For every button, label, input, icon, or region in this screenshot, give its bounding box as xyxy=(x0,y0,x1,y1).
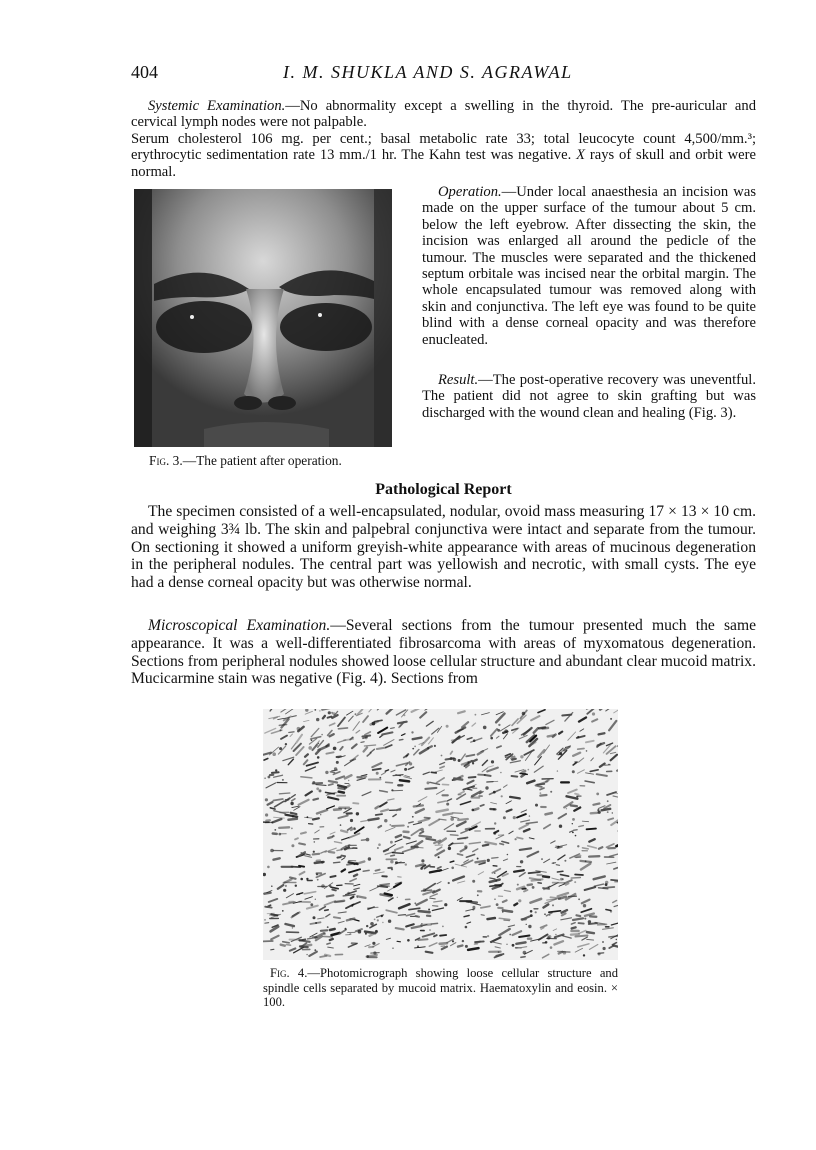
figure-4-caption-text: —Photomicrograph showing loose cellular structure and spindle cells separated by mucoid matrix. Haematoxylin and eosin. × 100. xyxy=(263,966,619,1010)
result-paragraph xyxy=(422,372,756,421)
systemic-examination-paragraph xyxy=(131,98,756,131)
figure-4-caption xyxy=(263,966,618,1010)
running-header xyxy=(131,62,756,88)
photomicrograph-image xyxy=(263,709,618,960)
figure-3-photograph xyxy=(134,189,392,447)
serum-results-paragraph xyxy=(131,131,756,180)
operation-label: Operation. xyxy=(438,184,502,200)
microscopical-examination-paragraph xyxy=(131,617,756,688)
figure-3-caption-label: Fig. 3. xyxy=(149,453,183,468)
pathological-report-heading: Pathological Report xyxy=(375,481,512,498)
microscopical-examination-text: —Several sections from the tumour presented much the same appearance. It was a well-differentiated fibrosarcoma with areas of myxomatous degeneration. Sections from peripheral nodules showed loose cellular structure and abundant clear mucoid matrix. Mucicarmine stain was negative (Fig. 4). Sections from xyxy=(131,617,757,688)
page-number: 404 xyxy=(131,62,158,82)
result-text: —The post-operative recovery was uneventful. The patient did not agree to skin grafting but was discharged with the wound clean and healing (Fig. 3). xyxy=(422,372,756,421)
result-label: Result. xyxy=(438,372,479,388)
running-head-authors: I. M. SHUKLA AND S. AGRAWAL xyxy=(283,62,573,82)
figure-3-caption xyxy=(149,453,342,469)
operation-paragraph xyxy=(422,184,756,348)
serum-results-text-end: rays of skull and orbit were normal. xyxy=(131,147,756,180)
figure-4-photomicrograph xyxy=(263,709,618,960)
x-ray-symbol: X xyxy=(576,147,585,164)
systemic-examination-label: Systemic Examination. xyxy=(148,98,286,114)
serum-results-text: Serum cholesterol 106 mg. per cent.; basal metabolic rate 33; total leucocyte count 4,500/mm.³; erythrocytic sedimentation rate 13 mm./1 hr. The Kahn test was negative. xyxy=(131,131,756,164)
microscopical-examination-label: Microscopical Examination. xyxy=(148,617,331,634)
patient-face-photo xyxy=(134,189,392,447)
operation-text: —Under local anaesthesia an incision was made on the upper surface of the tumour about 5 cm. below the left eyebrow. After dissecting the skin, the incision was enlarged all around the pedicle of the tumour. The muscles were separated and the thickened septum orbitale was incised near the orbital margin. The whole encapsulated tumour was removed along with skin and conjunctiva. The left eye was found to be quite blind with a dense corneal opacity and was therefore enucleated. xyxy=(422,184,756,348)
figure-4-caption-label: Fig. 4. xyxy=(270,966,308,980)
systemic-examination-text: —No abnormality except a swelling in the thyroid. The pre-auricular and cervical lymph nodes were not palpable. xyxy=(131,98,756,131)
pathological-report-paragraph: The specimen consisted of a well-encapsulated, nodular, ovoid mass measuring 17 × 13 × 10 cm. and weighing 3¾ lb. The skin and palpebral conjunctiva were intact and separate from the tumour. On sectioning it showed a uniform greyish-white appearance with areas of mucinous degeneration in the peripheral nodules. The central part was yellowish and necrotic, with small cysts. The eye had a dense corneal opacity but was otherwise normal. xyxy=(131,503,756,592)
figure-3-caption-text: —The patient after operation. xyxy=(182,453,342,468)
